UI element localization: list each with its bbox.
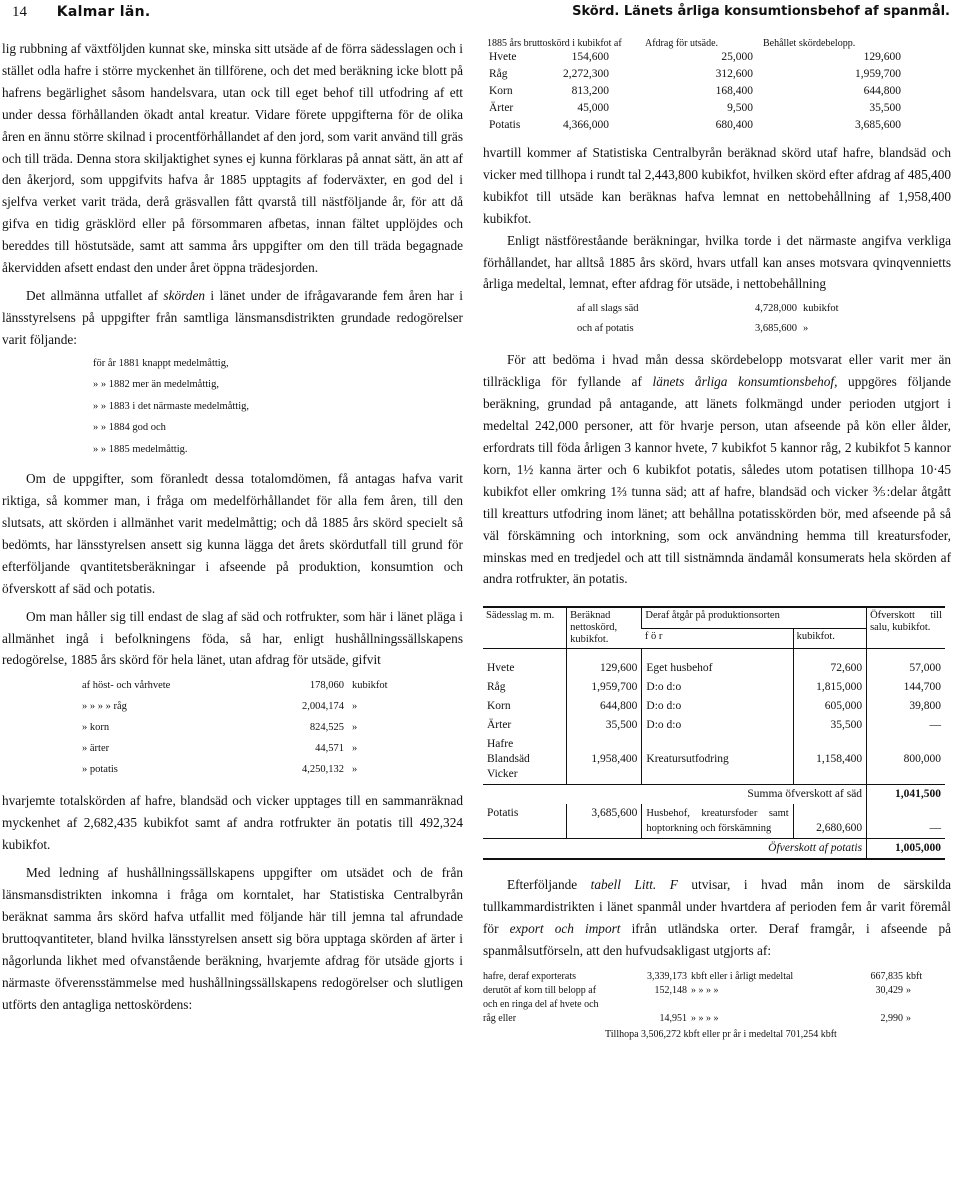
list-item: » » 1884 god och <box>93 422 166 434</box>
paragraph: lig rubbning af växtföljden kunnat ske, minska sitt utsäde af de förra sädesslagen och i stället odla hafre i större myckenhet än tillförene, och det med beräkning icke blott på hafrens begärlighet såsom handelsvara, utan ock till eget behof till utfodring af ett under dessa förhållanden ökadt antal kreatur. Vidare förete uppgifterna för de olika åren en ännu större skilnad i procentförhållandet af den jord, som varit använd till gräs och till träda. Denna stora skiljaktighet synes ej kunna förklaras på annat sätt, än att af den åkerjord, som uppgifvits hafva år 1885 upptagits af foderväxter, en god del i sjelfva verket varit träda, derå gräsvallen fått qvarstå till nästföljande år, för att då gifva en tidig gräsklörd eller på försommaren afbetas, innan fältet upplöjdes och bereddes till höstutsäde, samt att samma års uppgifter om den till träda begagnade åkervidden afsett endast den under året öppna trädesjorden. <box>2 41 463 276</box>
running-title-left: Kalmar län. <box>56 4 151 20</box>
table-row: Potatis 3,685,600 Husbehof, kreatursfoder samt hoptorkning och förskämning 2,680,600 — <box>483 804 945 839</box>
harvest-judgement-list <box>93 353 463 461</box>
table-row: Hafre Blandsäd Vicker 1,958,400 Kreatursutfodring 1,158,400 800,000 <box>483 735 945 785</box>
harvest-table <box>483 38 907 134</box>
paragraph: hvartill kommer af Statistiska Centralbyrån beräknad skörd utaf hafre, blandsäd och vicker med tillhopa i rundt tal 2,443,800 kubikfot, hvilken skörd efter afdrag af 485,400 kubikfot till utsäde kan beräknas hafva lemnat en nettobehållning af 1,958,400 kubikfot. <box>483 145 951 226</box>
column-header: Sädesslag m. m. <box>483 607 567 649</box>
column-header: f ö r <box>642 628 793 648</box>
table-header-row <box>483 607 945 628</box>
table-row: Hvete 129,600 Eget husbehof 72,600 57,000 <box>483 659 945 678</box>
list-item: af höst- och vårhvete 178,060 kubikfot <box>82 680 388 692</box>
list-item: » potatis 4,250,132 » <box>82 764 358 776</box>
table-row: Korn 644,800 D:o d:o 605,000 39,800 <box>483 697 945 716</box>
table-row: Korn 813,200 168,400 644,800 <box>489 85 901 97</box>
list-item: hafre, deraf exporterats 3,339,173 kbft eller i årligt medeltal 667,835 kbft <box>483 970 923 982</box>
list-item: af all slags säd 4,728,000 kubikfot <box>577 303 839 315</box>
net-holdings-list <box>577 299 951 339</box>
table-row: Råg 2,272,300 312,600 1,959,700 <box>489 68 901 80</box>
quantity-list <box>82 675 463 780</box>
paragraph: Enligt nästföreståande beräkningar, hvilka torde i det närmaste angifva verkliga förhållandet, har alltså 1885 års skörd, hvars utfall kan anses motsvara qvinqvennietts årliga medeltal, lemnat, efter afdrag för utsäde, i nettobehållning <box>483 232 951 292</box>
consumption-table <box>483 606 945 860</box>
paragraph: Med ledning af hushållningssällskapens uppgifter om utsädet och de från länsmansdistrikten inkomna i fråga om korntalet, har Statistiska Centralbyrån beräknat samma års skörd hafva utfallit med följande här till jemna tal afrundade bruttoqvantiteter, bland hvilka länsstyrelsen ansett sig böra upptaga skörden af ärter i någorlunda likhet med ofvanstående beräkning, hvarjemte afdrag för utsäde gjorts i närmaste öfverensstämmelse med hushållningssällskapens redogörelser och slutligen utförts den antagliga nettoskördens: <box>2 865 463 1012</box>
column-header: Behållet skördebelopp. <box>763 38 856 49</box>
paragraph: Om de uppgifter, som föranledt dessa totalomdömen, få antagas hafva varit riktiga, så kommer man, i fråga om medelförhållandet för alla fem åren, till den slutsats, att skörden i allmänhet varit medelmåttig; och då 1885 års skörd specielt så bedömts, har länsstyrelsen ansett sig kunna lägga det årets skördutfall till grund för efterföljande qvantitetsberäkningar i afseende på produktion, konsumtion och öfverskott af säd och potatis. <box>2 471 463 596</box>
list-item: » ärter 44,571 » <box>82 743 358 755</box>
paragraph: För att bedöma i hvad mån dessa skördebelopp motsvarat eller varit mer än tillräckliga för fyllande af länets årliga konsumtionsbehof, uppgöres följande beräkning, grundad på antagande, att länets folkmängd under perioden utgjort i medeltal 242,000 personer, att för hvarje person, utan afseende på kön eller ålder, erfordrats till föda årligen 3 kannor hvete, 7 kubikfot 5 kannor råg, 2 kubikfot 5 kannor korn, 1½ kanna ärter och 6 kubikfot potatis, således utom potatisen tillhopa 10·45 kubikfot eller omkring 1⅔ tunna säd; att af hafre, blandsäd och vicker ⅗:delar åtgått till kreatturs utfodring inom länet; att behållna potatisskörden bör, med afseende på så väl förskämning och intorkning, som ock användning hemma till kreatursfoder, minskas med en tredjedel och att till sistnämnda ändamål konsumerats hela skörden af andra rotfrukter, än potatis. <box>483 352 951 587</box>
column-header: 1885 års bruttoskörd i kubikfot af <box>487 38 622 49</box>
table-row: Ärter 45,000 9,500 35,500 <box>489 102 901 114</box>
export-list <box>483 970 951 1042</box>
table-row: Ärter 35,500 D:o d:o 35,500 — <box>483 716 945 735</box>
column-header: Beräknad nettoskörd, kubikfot. <box>567 607 642 649</box>
table-row: Potatis 4,366,000 680,400 3,685,600 <box>489 119 901 131</box>
list-item: » » 1882 mer än medelmåttig, <box>93 379 219 391</box>
list-item: och en ringa del af hvete och <box>483 998 599 1010</box>
paragraph: Efterföljande tabell Litt. F utvisar, i hvad mån inom de särskilda tullkammardistrikten i länet spanmål under hvartdera af perioden fem år varit föremål för export och import ifrån utländska orter. Deraf framgår, i afseende på spanmålsutförseln, att den hufvudsakligast utgjorts af: <box>483 877 952 959</box>
list-item: derutöt af korn till belopp af 152,148 » » » » 30,429 » <box>483 984 911 996</box>
running-title-right: Skörd. Länets årliga konsumtionsbehof af spanmål. <box>572 4 950 19</box>
column-header: Afdrag för utsäde. <box>645 38 719 49</box>
table-header-row <box>483 38 907 49</box>
list-item: » » » » råg 2,004,174 » <box>82 701 358 713</box>
list-item: råg eller 14,951 » » » » 2,990 » <box>483 1012 911 1024</box>
table-row: Råg 1,959,700 D:o d:o 1,815,000 144,700 <box>483 678 945 697</box>
column-header: Deraf åtgår på produktionsorten <box>642 607 867 628</box>
column-header: Öfverskott till salu, kubikfot. <box>867 607 945 649</box>
paragraph: hvarjemte totalskörden af hafre, blandsäd och vicker upptages till en sammanräknad myckenhet af 2,682,435 kubikfot samt af andra rotfrukter än potatis till 492,324 kubikfot. <box>2 793 463 853</box>
table-row: Summa öfverskott af säd 1,041,500 <box>483 785 945 805</box>
export-total: Tillhopa 3,506,272 kbft eller pr år i medeltal 701,254 kbft <box>605 1028 837 1040</box>
paragraph: Om man håller sig till endast de slag af säd och rotfrukter, som här i länet pläga i allmänhet ingå i befolkningens föda, så har, enligt hushållningssällskapens redogörelse, 1885 års skörd för hela länet, utan afdrag för utsäde, gifvit <box>2 608 463 668</box>
list-item: » korn 824,525 » <box>82 722 358 734</box>
table-row: Hvete 154,600 25,000 129,600 <box>489 51 901 63</box>
left-column <box>2 38 463 1015</box>
paragraph: Det allmänna utfallet af skörden i länet under de ifrågavarande fem åren har i länsstyrelsens på uppgifter från samtliga länsmansdistrikten grundade redogörelser varit följande: <box>2 287 463 347</box>
list-item: och af potatis 3,685,600 » <box>577 323 809 335</box>
list-item: » » 1885 medelmåttig. <box>93 443 188 455</box>
list-item: » » 1883 i det närmaste medelmåttig, <box>93 400 250 412</box>
table-row: Öfverskott af potatis 1,005,000 <box>483 839 945 860</box>
list-item: för år 1881 knappt medelmåttig, <box>93 357 229 369</box>
page-header-left <box>12 4 151 21</box>
right-column <box>483 38 951 1042</box>
column-header: kubikfot. <box>793 628 866 648</box>
page-number: 14 <box>12 4 27 20</box>
